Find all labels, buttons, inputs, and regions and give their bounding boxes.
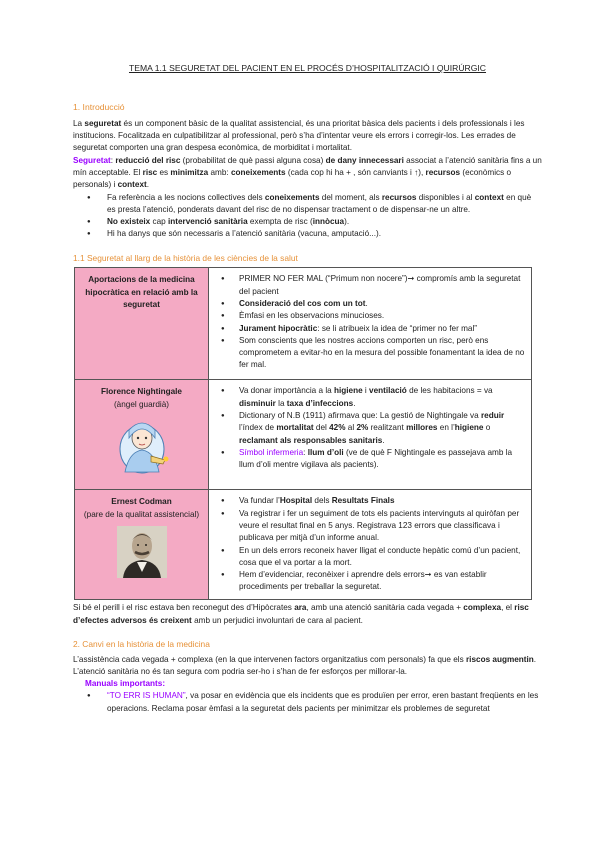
nightingale-subtitle: (àngel guardià) (113, 399, 170, 409)
table-row (75, 268, 532, 380)
list-item: ● Va fundar l’Hospital dels Resultats Finals (221, 495, 525, 507)
intro-bullet-list (87, 192, 542, 241)
hippocrates-label: Aportacions de la medicina hipocràtica en relació amb la seguretat (85, 275, 198, 309)
codman-name: Ernest Codman (111, 497, 172, 507)
list-item: ● “TO ERR IS HUMAN”, va posar en evidència que els incidents que es produïen per error, eren bastant freqüents en les operacions. Reclama posar èmfasi a la seguretat dels pacients per minimitzar els problemes de seguretat (87, 690, 542, 715)
codman-cell (75, 490, 209, 600)
list-item: ● Va registrar i fer un seguiment de tots els pacients intervinguts al quiròfan per veure el resultat final en 5 anys. Registrava 123 errors que classificava i publicava per mitjà d’un informe anual. (221, 508, 525, 545)
post-table-paragraph: Si bé el perill i el risc estava ben reconegut des d’Hipòcrates ara, amb una atenció sanitària cada vegada + complexa, el risc d’efectes adversos és creixent amb un perjudici involuntari de cara al pacient. (73, 603, 529, 625)
section-2-paragraph: L’assistència cada vegada + complexa (en la que intervenen factors organitzatius com personals) fa que els riscos augmentin. L’atenció sanitària no és tan segura com podria ser-ho i s’han de fer esforços per millorar-la. (73, 654, 537, 676)
nightingale-cell (75, 380, 209, 490)
section-1-1-heading: 1.1 Seguretat al llarg de la història de les ciències de la salut (73, 252, 298, 263)
codman-subtitle: (pare de la qualitat assistencial) (83, 509, 200, 519)
list-item: ● No existeix cap intervenció sanitària exempta de risc (innòcua). (87, 216, 542, 228)
seguretat-definition: Seguretat: reducció del risc (probabilitat de què passi alguna cosa) de dany innecessari associat a l’atenció sanitària fins a un mín acceptable. El risc es minimitza amb: coneixements (cada cop hi ha + , són canviants i ↑), recursos (econòmics o personals) i context. (73, 155, 542, 190)
seguretat-label: Seguretat (73, 155, 111, 165)
list-item: ● Hi ha danys que són necessaris a l’atenció sanitària (vacuna, amputació...). (87, 228, 542, 240)
list-item: ● Consideració del cos com un tot. (221, 298, 525, 310)
hippocrates-content (209, 268, 532, 380)
manuals-list (87, 690, 542, 715)
nightingale-content (209, 380, 532, 490)
list-item: ● Va donar importància a la higiene i ventilació de les habitacions = va disminuir la taxa d’infeccions. (221, 385, 525, 410)
codman-content (209, 490, 532, 600)
list-item: ● Fa referència a les nocions collectives dels coneixements del moment, als recursos disponibles i al context en què es presta l’atenció, ponderats davant del risc de no dispensar tractament o de dispensar-ne un altre. (87, 192, 542, 217)
section-1-heading: 1. Introducció (73, 101, 125, 112)
hippocrates-cell (75, 268, 209, 380)
arrow-icon: ➞ (407, 274, 415, 284)
list-item: ● Som conscients que les nostres accions comporten un risc, però ens comprometem a evitar-ho en la mesura del possible fonamentant la idea de no fer mal. (221, 335, 525, 372)
codman-portrait-icon (117, 526, 167, 578)
list-item: ● PRIMER NO FER MAL (“Primum non nocere”)➞ compromís amb la seguretat del pacient (221, 273, 525, 298)
list-item: ● Símbol infermeria: llum d’oli (ve de què F Nightingale es passejava amb la llum d’oli mentre vigilava als pacients). (221, 447, 525, 472)
list-item: ● Dictionary of N.B (1911) afirmava que: La gestió de Nightingale va reduir l’índex de mortalitat del 42% al 2% realitzant millores en l’higiene o reclamant als responsables sanitaris. (221, 410, 525, 447)
intro-paragraph: La seguretat és un component bàsic de la qualitat assistencial, és una prioritat bàsica dels pacients i dels professionals i les institucions. Focalitzada en culpatibilitzar al professional, però s’ha d’intentar veure els errors i corregir-los. Les errades de seguretat comporten una gran despesa econòmica, de morbiditat i mortalitat. (73, 118, 525, 153)
list-item: ● Hem d’evidenciar, reconèixer i aprendre dels errors➞ es van establir procediments per treballar la seguretat. (221, 569, 525, 594)
table-row (75, 490, 532, 600)
history-table (74, 267, 532, 600)
table-row (75, 380, 532, 490)
list-item: ● Jurament hipocràtic: se li atribueix la idea de “primer no fer mal” (221, 323, 525, 335)
page-title: TEMA 1.1 SEGURETAT DEL PACIENT EN EL PROCÉS D’HOSPITALITZACIÓ I QUIRÚRGIC (128, 63, 487, 73)
list-item: ● En un dels errors reconeix haver lligat el conducte hepàtic comú d’un pacient, cosa que el va portar a la mort. (221, 545, 525, 570)
section-2-heading: 2. Canvi en la història de la medicina (73, 638, 210, 649)
nightingale-name: Florence Nightingale (101, 387, 182, 397)
manuals-heading: Manuals importants: (85, 679, 166, 689)
arrow-icon: ➞ (424, 570, 432, 580)
list-item: ● Èmfasi en les observacions minucioses. (221, 310, 525, 322)
nightingale-portrait-icon (111, 416, 173, 478)
